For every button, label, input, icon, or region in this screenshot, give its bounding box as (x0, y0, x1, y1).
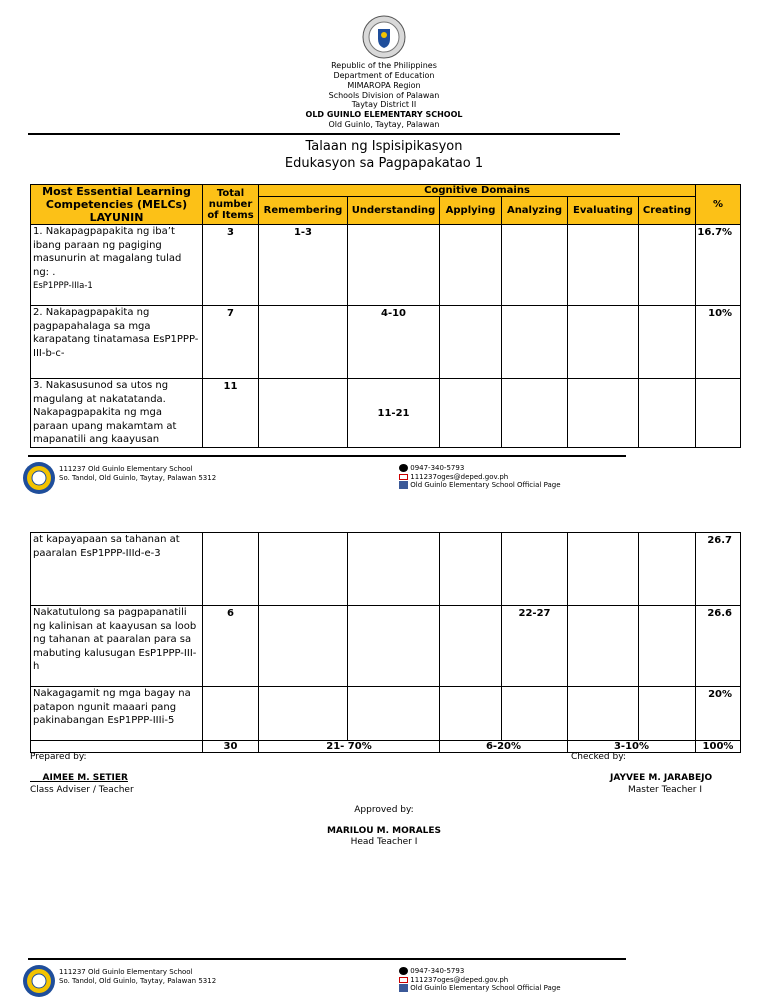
phone-icon (399, 967, 408, 975)
column-header-competencies: Most Essential Learning Competencies (MELCs) LAYUNIN (31, 185, 203, 225)
remembering-cell (259, 687, 348, 741)
analyzing-cell (502, 533, 568, 606)
table-row (31, 687, 741, 741)
applying-cell (440, 606, 502, 687)
specification-table (30, 184, 741, 448)
remembering-cell (259, 533, 348, 606)
checked-by-name: JAYVEE M. JARABEJO (610, 773, 713, 783)
evaluating-cell (568, 687, 639, 741)
footer-facebook-line (399, 481, 561, 490)
analyzing-cell (502, 306, 568, 379)
column-header-understanding: Understanding (348, 197, 440, 225)
school-seal-icon (22, 461, 56, 495)
competency-cell: 2. Nakapagpapakita ng pagpapahalaga sa mga karapatang tinatamasa EsP1PPP-III-b-c- (31, 306, 203, 379)
evaluating-cell (568, 379, 639, 448)
total-items-cell: 7 (203, 306, 259, 379)
understanding-cell (348, 533, 440, 606)
school-seal-icon (22, 964, 56, 998)
applying-cell (440, 533, 502, 606)
footer-facebook[interactable]: Old Guinlo Elementary School Official Page (410, 984, 561, 992)
competency-cell (31, 225, 203, 306)
checked-by-label: Checked by: (571, 752, 626, 762)
percent-cell: 10% (696, 306, 741, 379)
remembering-cell: 1-3 (259, 225, 348, 306)
applying-cell (440, 225, 502, 306)
school-name: OLD GUINLO ELEMENTARY SCHOOL (305, 110, 463, 119)
total-items-cell: 11 (203, 379, 259, 448)
totals-label-cell (31, 741, 203, 753)
creating-cell (639, 687, 696, 741)
header-line-republic: Republic of the Philippines (331, 61, 437, 70)
school-address: Old Guinlo, Taytay, Palawan (328, 120, 440, 129)
header-line-region: MIMAROPA Region (347, 81, 421, 90)
facebook-icon (399, 984, 408, 992)
understanding-cell: 11-21 (348, 379, 440, 448)
understanding-cell (348, 225, 440, 306)
table-row (31, 379, 741, 448)
percent-cell: 26.6 (696, 606, 741, 687)
footer-address: So. Tandol, Old Guinlo, Taytay, Palawan 5312 (59, 473, 217, 482)
footer-phone: 0947-340-5793 (410, 464, 465, 472)
understanding-cell (348, 687, 440, 741)
creating-cell (639, 533, 696, 606)
analyzing-cell (502, 379, 568, 448)
competency-cell: Nakagagamit ng mga bagay na patapon ngunit maaari pang pakinabangan EsP1PPP-IIIi-5 (31, 687, 203, 741)
total-items-cell (203, 533, 259, 606)
footer-facebook[interactable]: Old Guinlo Elementary School Official Page (410, 481, 561, 489)
column-header-evaluating: Evaluating (568, 197, 639, 225)
page-title: Talaan ng Ispisipikasyon (305, 139, 463, 154)
evaluating-cell (568, 606, 639, 687)
header-divider (28, 133, 620, 135)
evaluating-cell (568, 306, 639, 379)
percent-cell: 16.7% (696, 225, 741, 306)
percent-cell: 26.7 (696, 533, 741, 606)
footer-email[interactable]: 111237oges@deped.gov.ph (410, 975, 509, 984)
applying-cell (440, 687, 502, 741)
column-header-percent: % (696, 185, 741, 225)
totals-percent: 100% (696, 741, 741, 753)
header-line-district: Taytay District II (351, 100, 417, 109)
footer-phone: 0947-340-5793 (410, 967, 465, 975)
footer-address: So. Tandol, Old Guinlo, Taytay, Palawan 5312 (59, 976, 217, 985)
phone-icon (399, 464, 408, 472)
footer-email-line (399, 976, 561, 985)
analyzing-cell: 22-27 (502, 606, 568, 687)
header-line-division: Schools Division of Palawan (328, 91, 440, 100)
competency-code: EsP1PPP-IIIa-1 (33, 281, 93, 291)
table-row (31, 306, 741, 379)
competency-cell: Nakatutulong sa pagpapanatili ng kalinisan at kaayusan sa loob ng tahanan at paaralan para sa mabuting kalusugan EsP1PPP-III-h (31, 606, 203, 687)
applying-cell (440, 306, 502, 379)
remembering-cell (259, 306, 348, 379)
competency-cell: 3. Nakasusunod sa utos ng magulang at nakatatanda. Nakapagpapakita ng mga paraan upang makamtam at mapanatili ang kaayusan (31, 379, 203, 448)
analyzing-cell (502, 225, 568, 306)
applying-cell (440, 379, 502, 448)
approved-by-label: Approved by: (354, 805, 414, 815)
prepared-by-name (30, 773, 128, 783)
footer-divider (28, 958, 626, 960)
creating-cell (639, 225, 696, 306)
prepared-by-label: Prepared by: (30, 752, 87, 762)
footer-email[interactable]: 111237oges@deped.gov.ph (410, 472, 509, 481)
column-header-creating: Creating (639, 197, 696, 225)
header-line-department: Department of Education (333, 71, 435, 80)
total-items-cell (203, 687, 259, 741)
totals-total: 30 (203, 741, 259, 753)
checked-by-role: Master Teacher I (628, 785, 703, 795)
creating-cell (639, 379, 696, 448)
creating-cell (639, 606, 696, 687)
table-row (31, 225, 741, 306)
approved-by-role: Head Teacher I (350, 837, 418, 847)
footer-school-id: 111237 Old Guinlo Elementary School (59, 465, 193, 473)
table-row (31, 533, 741, 606)
footer-phone-line (399, 967, 561, 976)
totals-evaluating-creating: 3-10% (568, 741, 696, 753)
column-header-remembering: Remembering (259, 197, 348, 225)
column-header-applying: Applying (440, 197, 502, 225)
creating-cell (639, 306, 696, 379)
understanding-cell: 4-10 (348, 306, 440, 379)
footer-phone-line (399, 464, 561, 473)
total-items-cell: 6 (203, 606, 259, 687)
table-row (31, 606, 741, 687)
footer-divider (28, 455, 626, 457)
column-header-cognitive-domains: Cognitive Domains (259, 185, 696, 197)
specification-table-continued (30, 532, 741, 753)
page-subtitle: Edukasyon sa Pagpapakatao 1 (284, 156, 484, 171)
totals-row (31, 741, 741, 753)
evaluating-cell (568, 225, 639, 306)
facebook-icon (399, 481, 408, 489)
approved-by-name: MARILOU M. MORALES (326, 826, 442, 836)
percent-cell: 20% (696, 687, 741, 741)
deped-seal-icon (362, 15, 406, 59)
understanding-cell (348, 606, 440, 687)
email-icon (399, 977, 408, 983)
total-items-cell: 3 (203, 225, 259, 306)
column-header-total: Total number of Items (203, 185, 259, 225)
totals-applying-analyzing: 6-20% (440, 741, 568, 753)
totals-remembering-understanding: 21- 70% (259, 741, 440, 753)
competency-cell: at kapayapaan sa tahanan at paaralan EsP1PPP-IIId-e-3 (31, 533, 203, 606)
competency-text: 1. Nakapagpapakita ng iba’t ibang paraan ng pagiging masunurin at magalang tulad ng: . (33, 226, 182, 278)
prepared-by-name-text: AIMEE M. SETIER (42, 773, 128, 783)
remembering-cell (259, 606, 348, 687)
prepared-by-role: Class Adviser / Teacher (30, 785, 134, 795)
column-header-analyzing: Analyzing (502, 197, 568, 225)
footer-facebook-line (399, 984, 561, 993)
percent-cell (696, 379, 741, 448)
footer-email-line (399, 473, 561, 482)
footer-school-id: 111237 Old Guinlo Elementary School (59, 968, 193, 976)
remembering-cell (259, 379, 348, 448)
email-icon (399, 474, 408, 480)
analyzing-cell (502, 687, 568, 741)
evaluating-cell (568, 533, 639, 606)
